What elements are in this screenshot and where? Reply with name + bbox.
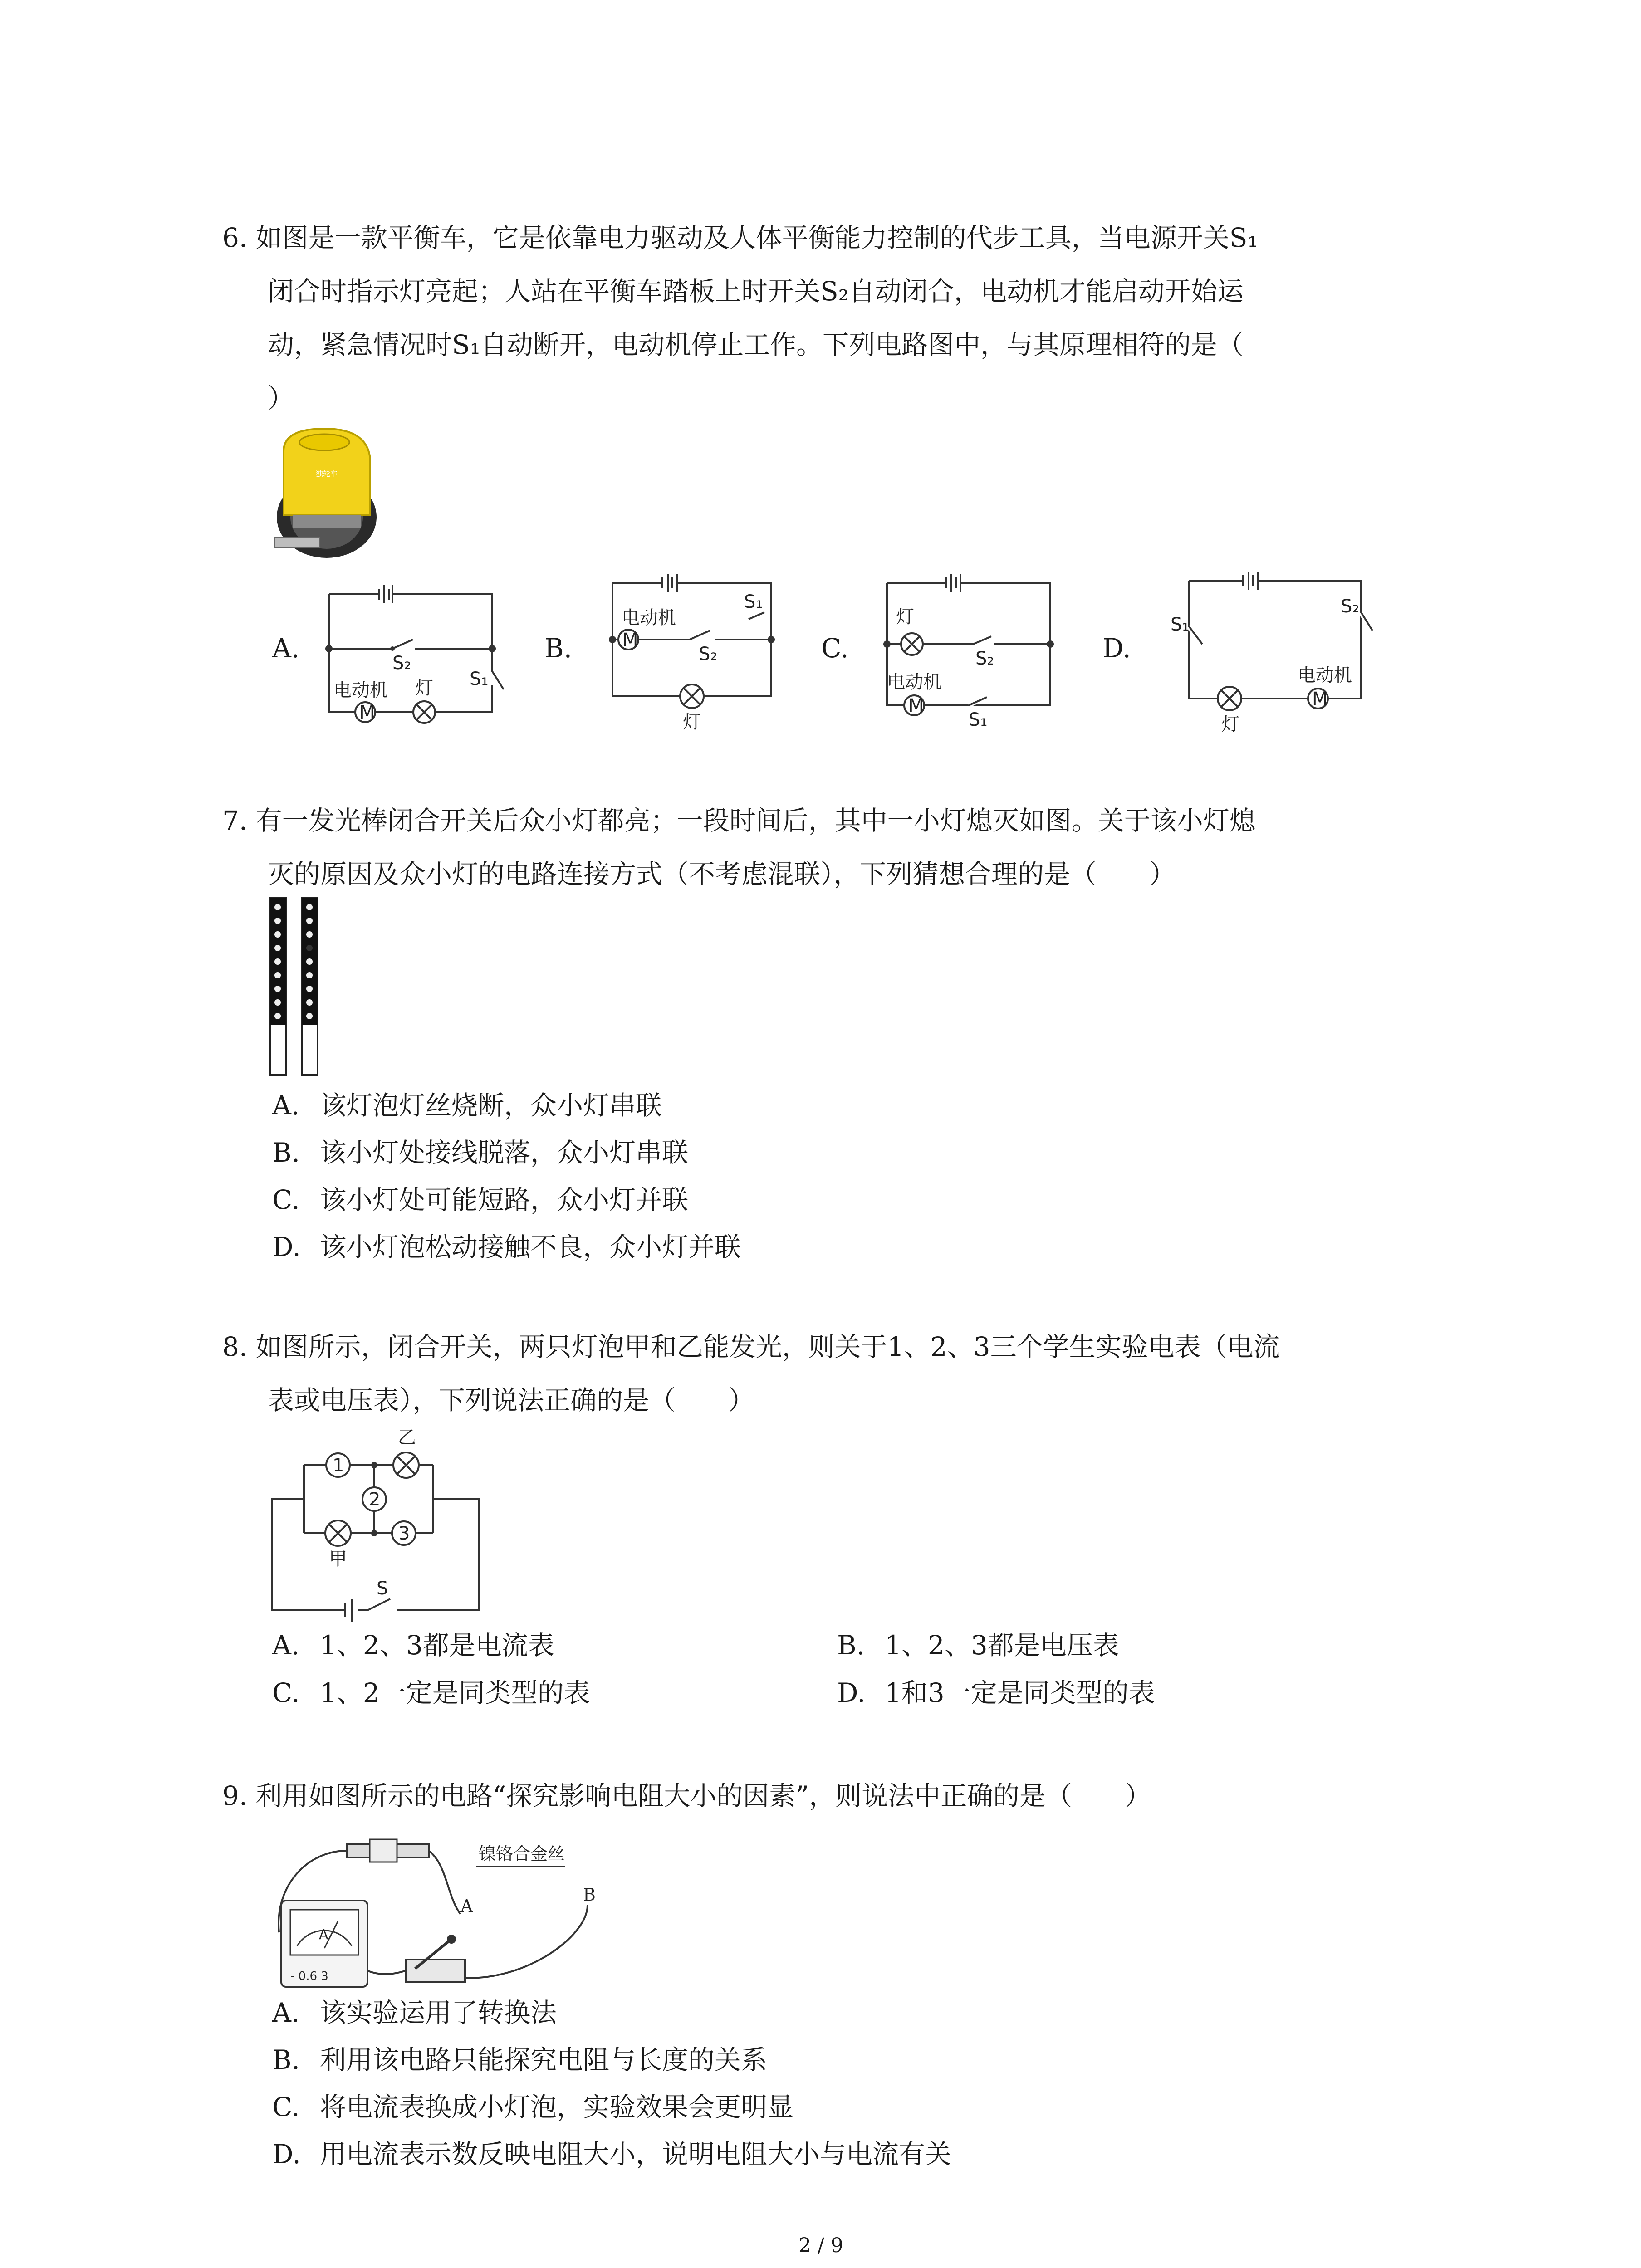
q7-line-2: 灭的原因及众小灯的电路连接方式（不考虑混联），下列猜想合理的是（ ）: [268, 859, 1176, 890]
q7-option-d-letter: D.: [272, 1232, 301, 1262]
q8-option-c[interactable]: [272, 1672, 590, 1710]
q7-option-d-text: 该小灯泡松动接触不良，众小灯并联: [320, 1232, 741, 1262]
q9-option-c-text: 将电流表换成小灯泡，实验效果会更明显: [320, 2092, 794, 2122]
page-number: 2 / 9: [798, 2234, 843, 2257]
q9-option-d-letter: D.: [272, 2139, 301, 2170]
q8-lamp-yi-label: 乙: [398, 1427, 416, 1448]
q6d-motor-symbol: M: [1312, 689, 1328, 709]
q8-option-a-text: 1、2、3都是电流表: [320, 1630, 554, 1661]
q7-option-c-text: 该小灯处可能短路，众小灯并联: [320, 1184, 689, 1215]
q7-options: [272, 1082, 741, 1271]
q6b-motor-symbol: M: [622, 630, 638, 650]
q7-line-1: 7. 有一发光棒闭合开关后众小灯都亮；一段时间后，其中一小灯熄灭如图。关于该小灯熄: [222, 805, 1256, 836]
q6c-s2: S₂: [975, 648, 994, 669]
q6-circuit-a[interactable]: [324, 581, 506, 735]
q6-circuit-b[interactable]: [599, 569, 780, 742]
q7-option-c-letter: C.: [272, 1184, 300, 1215]
q6d-lamp-label: 灯: [1221, 714, 1239, 735]
q6-option-b-letter[interactable]: B.: [544, 633, 573, 664]
q6a-s2: S₂: [392, 653, 411, 674]
q9-option-a-letter: A.: [272, 1997, 300, 2028]
q8-meter-1: 1: [333, 1455, 344, 1476]
q9-option-c-letter: C.: [272, 2092, 300, 2122]
q9-option-b[interactable]: [272, 2036, 951, 2083]
q9-wire-label: 镍铬合金丝: [479, 1844, 565, 1864]
q6c-s1: S₁: [969, 709, 988, 730]
q9-option-b-letter: B.: [272, 2044, 300, 2075]
balance-car-caption: 独轮车: [315, 469, 338, 478]
q6c-lamp-label: 灯: [896, 606, 914, 627]
q8-meter-2: 2: [369, 1489, 381, 1510]
q6-option-a-letter[interactable]: A.: [272, 633, 300, 664]
q7-option-a-letter: A.: [272, 1090, 300, 1121]
q8-option-b-text: 1、2、3都是电压表: [885, 1630, 1119, 1661]
q7-option-b-letter: B.: [272, 1137, 300, 1168]
q6-circuit-d[interactable]: [1166, 562, 1375, 744]
q8-stem: [222, 1320, 1279, 1427]
q8-option-b[interactable]: [837, 1624, 1119, 1662]
q7-option-b[interactable]: [272, 1129, 741, 1176]
q6-option-d-letter[interactable]: D.: [1102, 633, 1131, 664]
q8-switch-label: S: [377, 1578, 388, 1599]
q6d-motor-label: 电动机: [1298, 665, 1352, 686]
q6-line-1: 6. 如图是一款平衡车，它是依靠电力驱动及人体平衡能力控制的代步工具，当电源开关S₁: [222, 222, 1258, 253]
q7-stem: [222, 794, 1256, 901]
q9-point-a: A: [460, 1896, 473, 1916]
q9-point-b: B: [583, 1885, 596, 1905]
q8-line-2: 表或电压表），下列说法正确的是（ ）: [268, 1385, 755, 1416]
q8-option-a-letter: A.: [272, 1630, 300, 1661]
q6-circuit-c[interactable]: [878, 569, 1059, 742]
q8-option-a[interactable]: [272, 1624, 554, 1662]
q9-option-c[interactable]: [272, 2083, 951, 2131]
q7-option-a-text: 该灯泡灯丝烧断，众小灯串联: [320, 1090, 662, 1121]
q9-option-a-text: 该实验运用了转换法: [320, 1997, 557, 2028]
q9-meter-scale: - 0.6 3: [290, 1970, 328, 1983]
q9-stem: [222, 1769, 1151, 1823]
q6a-lamp-label: 灯: [415, 678, 433, 699]
q9-options: [272, 1989, 951, 2178]
q6a-s1: S₁: [470, 669, 489, 689]
q7-option-b-text: 该小灯处接线脱落，众小灯串联: [320, 1137, 689, 1168]
q6b-s2: S₂: [699, 644, 718, 665]
q6d-s2: S₂: [1341, 596, 1360, 617]
q8-meter-3: 3: [398, 1523, 410, 1544]
q8-option-d-text: 1和3一定是同类型的表: [885, 1677, 1155, 1708]
q6d-s1: S₁: [1171, 614, 1190, 635]
q6c-motor-symbol: M: [908, 695, 924, 716]
q7-option-c[interactable]: [272, 1176, 741, 1223]
q6-stem: [222, 211, 1258, 425]
balance-car-image: [265, 424, 383, 562]
q6b-s1: S₁: [744, 591, 763, 612]
q6-line-3: 动，紧急情况时S₁自动断开，电动机停止工作。下列电路图中，与其原理相符的是（: [268, 329, 1244, 360]
q7-option-d[interactable]: [272, 1223, 741, 1271]
q6-line-4: ）: [268, 383, 294, 414]
q9-option-d-text: 用电流表示数反映电阻大小，说明电阻大小与电流有关: [320, 2139, 952, 2170]
q9-option-d[interactable]: [272, 2131, 951, 2178]
q7-option-a[interactable]: [272, 1082, 741, 1129]
q9-experiment-figure: [270, 1833, 615, 1996]
q6b-lamp-label: 灯: [683, 712, 701, 733]
q6c-motor-label: 电动机: [887, 672, 941, 693]
q8-option-c-text: 1、2一定是同类型的表: [320, 1677, 590, 1708]
q6b-motor-label: 电动机: [622, 607, 676, 628]
q8-line-1: 8. 如图所示，闭合开关，两只灯泡甲和乙能发光，则关于1、2、3三个学生实验电表（电流: [222, 1331, 1280, 1362]
q8-option-c-letter: C.: [272, 1677, 300, 1708]
q6-option-c-letter[interactable]: C.: [821, 633, 849, 664]
q8-option-b-letter: B.: [837, 1630, 865, 1661]
q8-option-d[interactable]: [837, 1672, 1155, 1710]
q6-line-2: 闭合时指示灯亮起；人站在平衡车踏板上时开关S₂自动闭合，电动机才能启动开始运: [268, 276, 1244, 307]
q8-option-d-letter: D.: [837, 1677, 866, 1708]
light-stick-image: [268, 896, 327, 1077]
q9-meter-symbol: A: [319, 1927, 328, 1943]
q8-circuit: [270, 1415, 488, 1624]
q9-option-a[interactable]: [272, 1989, 951, 2036]
q6a-motor-symbol: M: [359, 702, 375, 723]
q6a-motor-label: 电动机: [333, 680, 388, 701]
q9-line-1: 9. 利用如图所示的电路“探究影响电阻大小的因素”，则说法中正确的是（ ）: [222, 1780, 1151, 1811]
q8-lamp-jia-label: 甲: [329, 1549, 347, 1569]
q9-option-b-text: 利用该电路只能探究电阻与长度的关系: [320, 2044, 768, 2075]
